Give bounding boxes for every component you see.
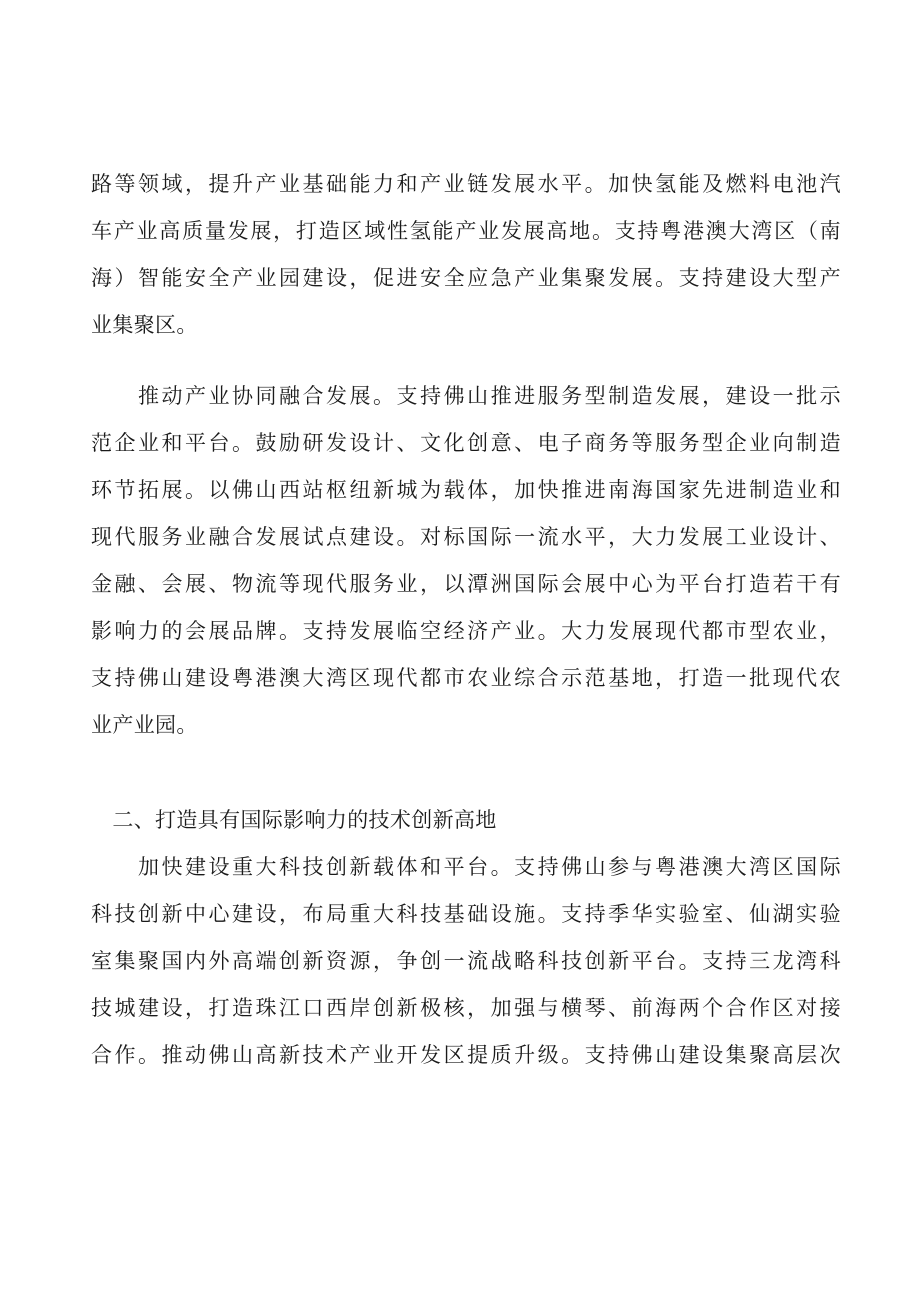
heading-line: 二、打造具有国际影响力的技术创新高地 <box>91 808 497 832</box>
text-line: 支持佛山建设粤港澳大湾区现代都市农业综合示范基地，打造一批现代农 <box>91 666 841 690</box>
text-line: 车产业高质量发展，打造区域性氢能产业发展高地。支持粤港澳大湾区（南 <box>91 219 841 243</box>
text-line: 合作。推动佛山高新技术产业开发区提质升级。支持佛山建设集聚高层次 <box>91 1043 841 1067</box>
text-line: 室集聚国内外高端创新资源，争创一流战略科技创新平台。支持三龙湾科 <box>91 949 841 973</box>
text-line: 科技创新中心建设，布局重大科技基础设施。支持季华实验室、仙湖实验 <box>91 902 841 926</box>
text-line: 影响力的会展品牌。支持发展临空经济产业。大力发展现代都市型农业， <box>91 619 841 643</box>
text-line: 业产业园。 <box>91 713 198 737</box>
text-line: 金融、会展、物流等现代服务业，以潭洲国际会展中心为平台打造若干有 <box>91 572 841 596</box>
text-line: 推动产业协同融合发展。支持佛山推进服务型制造发展，建设一批示 <box>91 384 841 408</box>
text-line: 范企业和平台。鼓励研发设计、文化创意、电子商务等服务型企业向制造 <box>91 431 841 455</box>
text-line: 现代服务业融合发展试点建设。对标国际一流水平，大力发展工业设计、 <box>91 525 841 549</box>
text-line: 业集聚区。 <box>91 313 198 337</box>
text-line: 路等领域，提升产业基础能力和产业链发展水平。加快氢能及燃料电池汽 <box>91 172 841 196</box>
paragraph-innovation-platforms <box>91 844 841 1079</box>
section-heading <box>91 797 841 844</box>
text-line: 技城建设，打造珠江口西岸创新极核，加强与横琴、前海两个合作区对接 <box>91 996 841 1020</box>
text-line: 海）智能安全产业园建设，促进安全应急产业集聚发展。支持建设大型产 <box>91 266 841 290</box>
paragraph-industry-integration <box>91 373 841 749</box>
text-line: 加快建设重大科技创新载体和平台。支持佛山参与粤港澳大湾区国际 <box>91 855 841 879</box>
text-line: 环节拓展。以佛山西站枢纽新城为载体，加快推进南海国家先进制造业和 <box>91 478 841 502</box>
paragraph-industry-foundation <box>91 161 841 349</box>
